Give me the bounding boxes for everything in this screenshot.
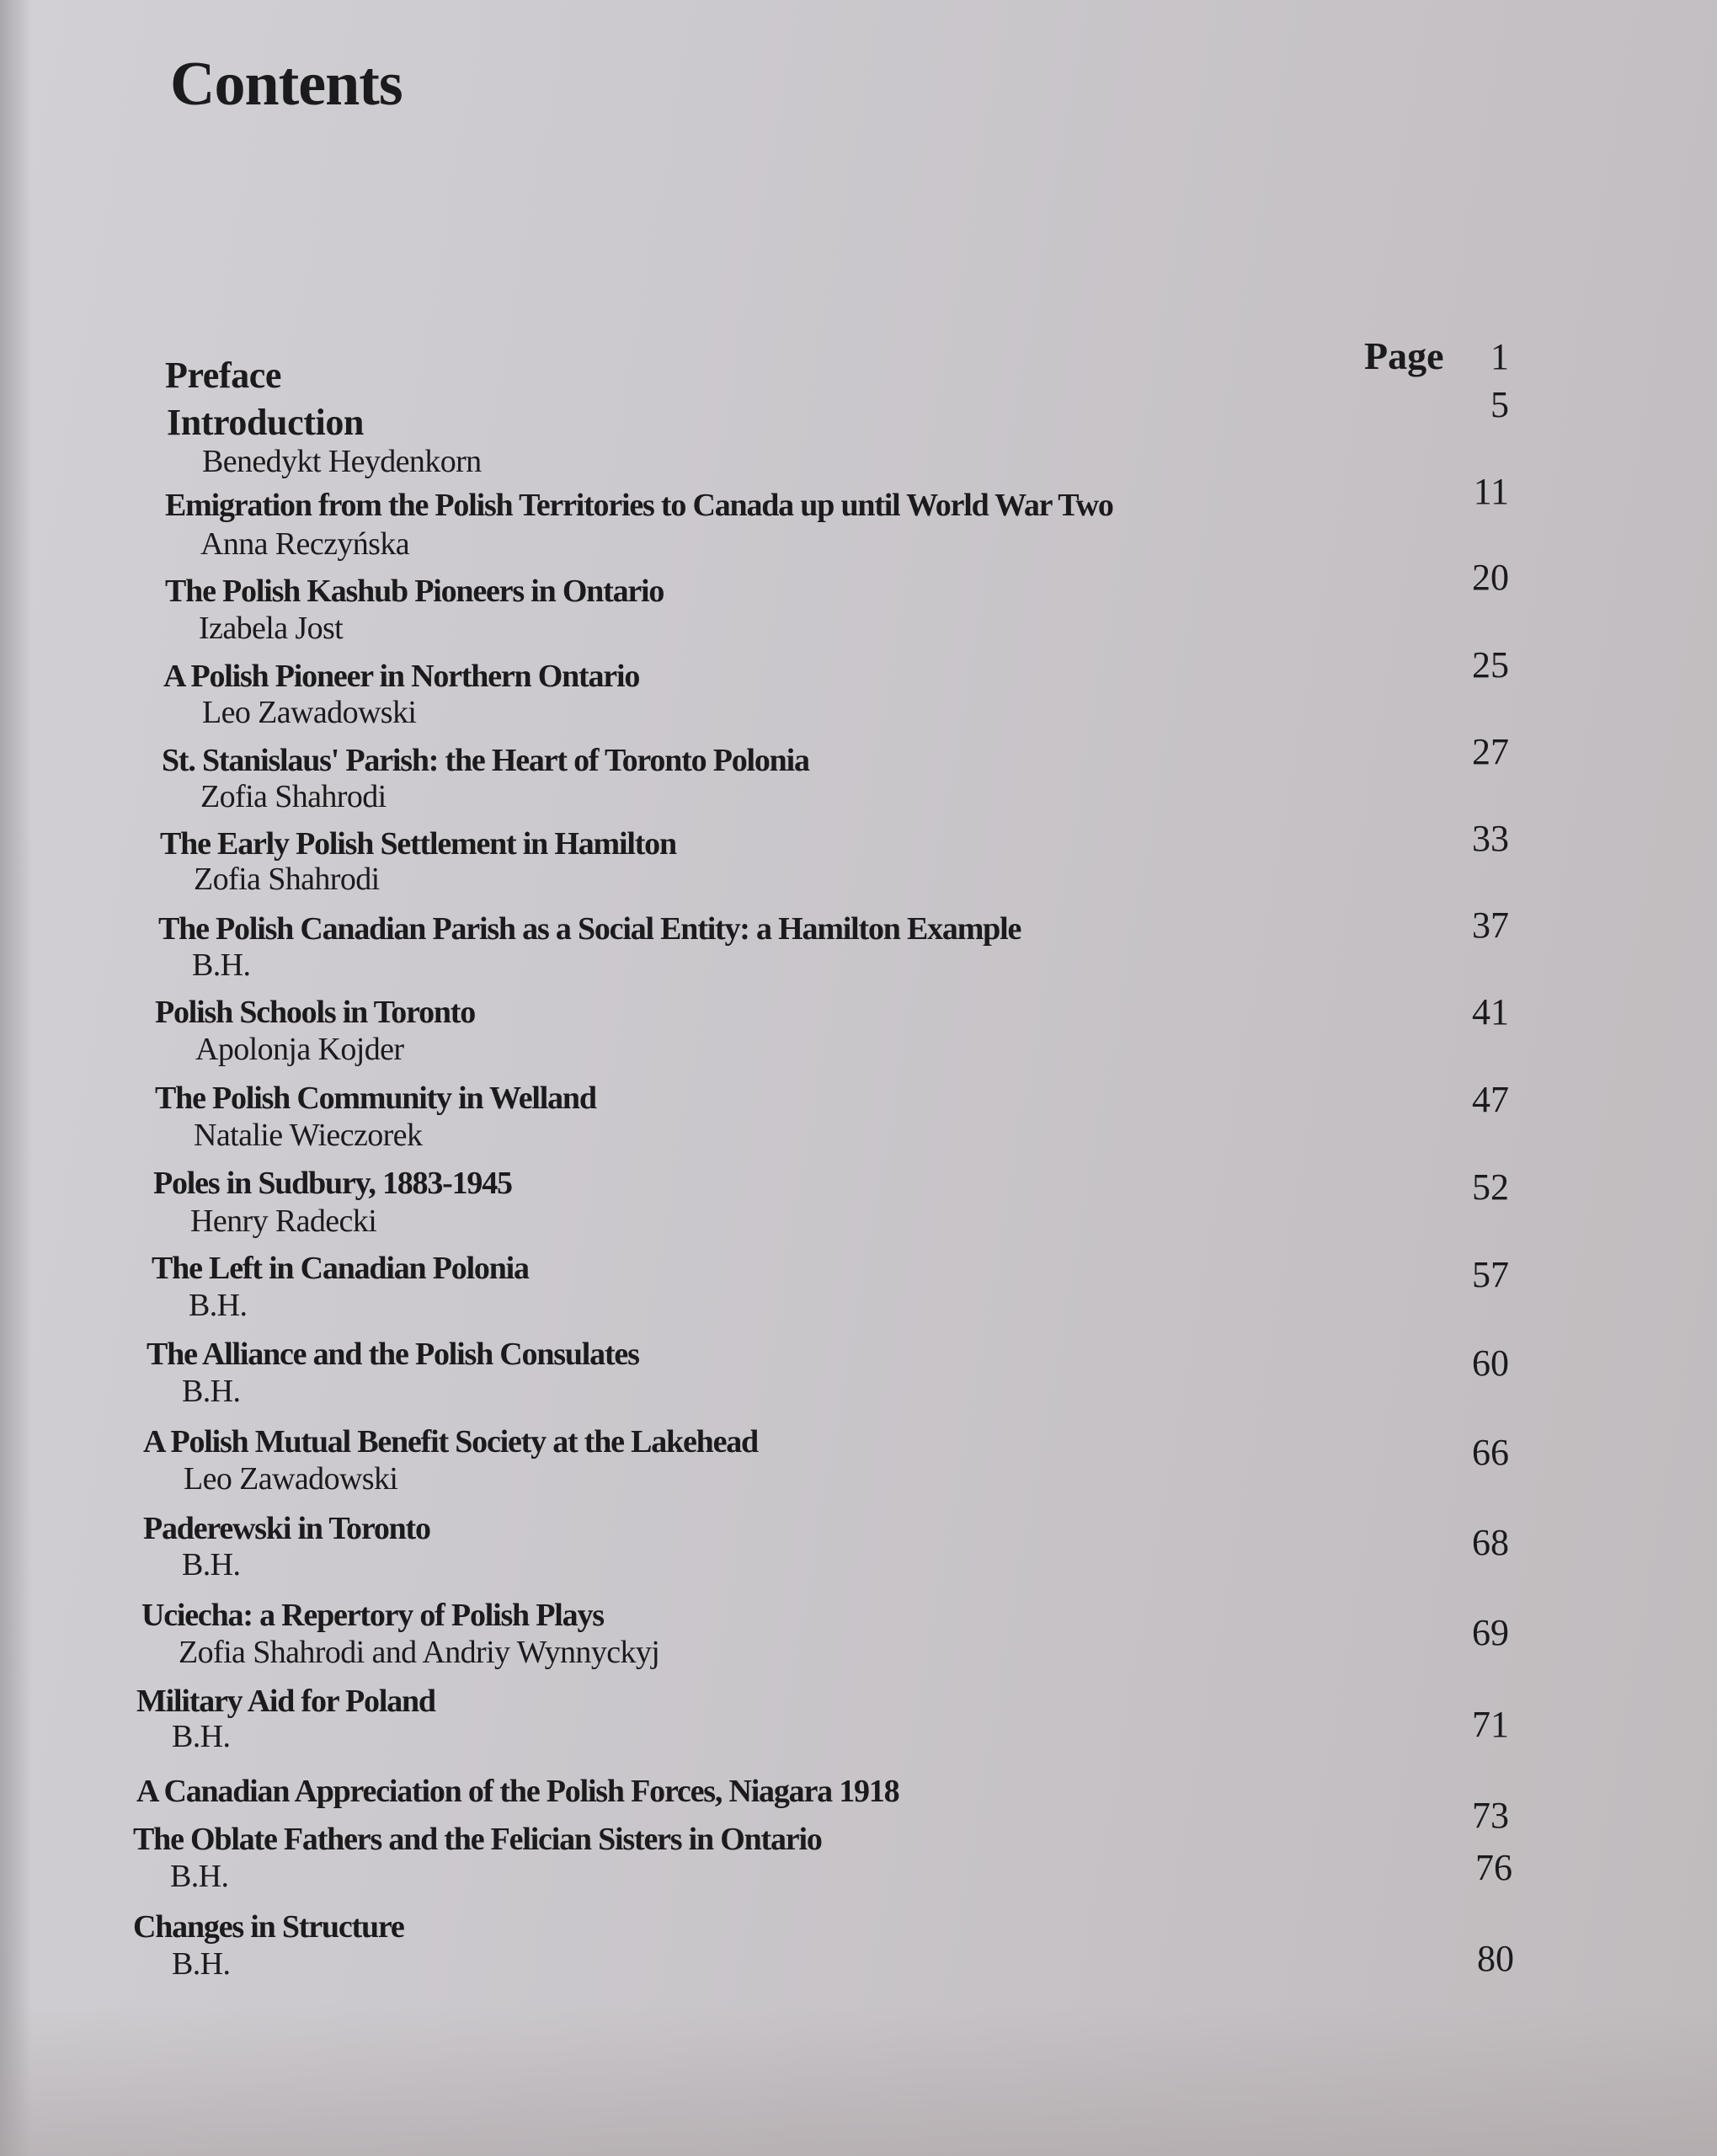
toc-entry-title: Polish Schools in Toronto [155,995,476,1030]
toc-entry-title: The Left in Canadian Polonia [152,1251,529,1286]
page-column-header: Page [1364,334,1444,377]
toc-entry-author: Leo Zawadowski [184,1461,398,1497]
toc-entry-title: A Polish Mutual Benefit Society at the Lakehead [143,1424,758,1460]
toc-entry-page-number: 73 [1472,1795,1509,1836]
toc-entry-title: The Polish Kashub Pioneers in Ontario [165,574,664,609]
toc-entry-page-number: 11 [1473,471,1509,512]
toc-entry-page-number: 66 [1472,1432,1509,1473]
page-title: Contents [170,50,403,119]
toc-entry-author: Henry Radecki [190,1203,377,1239]
toc-entry-author: B.H. [172,1946,231,1982]
toc-entry-title: Paderewski in Toronto [143,1511,430,1546]
toc-entry-page-number: 20 [1472,557,1509,598]
toc-entry-author: B.H. [172,1719,231,1754]
toc-entry-page-number: 47 [1472,1079,1509,1120]
toc-entry-author: Apolonja Kojder [195,1032,404,1067]
toc-entry-page-number: 60 [1472,1342,1509,1384]
toc-entry-title: Emigration from the Polish Territories to Canada up until World War Two [165,488,1113,523]
toc-entry-title: A Canadian Appreciation of the Polish Forces, Niagara 1918 [136,1774,899,1809]
toc-entry-page-number: 5 [1490,384,1509,425]
toc-entry-title: Preface [165,355,282,396]
page-bottom-shadow [0,2004,1717,2156]
toc-entry-title: Poles in Sudbury, 1883-1945 [153,1166,512,1201]
toc-entry-page-number: 27 [1472,731,1509,772]
toc-entry-page-number: 1 [1490,336,1509,377]
toc-entry-page-number: 68 [1472,1522,1509,1563]
toc-entry-page-number: 76 [1475,1847,1512,1888]
toc-entry-author: Natalie Wieczorek [194,1118,423,1153]
toc-entry-title: Uciecha: a Repertory of Polish Plays [141,1598,604,1633]
toc-entry-page-number: 25 [1472,644,1509,686]
toc-entry-author: B.H. [182,1547,241,1582]
toc-entry-page-number: 69 [1472,1612,1509,1653]
toc-entry-title: Military Aid for Poland [136,1684,435,1719]
toc-entry-title: A Polish Pioneer in Northern Ontario [163,659,640,694]
toc-entry-title: The Oblate Fathers and the Felician Sisters in Ontario [133,1822,822,1857]
page-edge-shadow [0,0,32,2156]
toc-entry-author: B.H. [192,947,251,983]
toc-entry-author: Leo Zawadowski [202,695,417,730]
toc-entry-page-number: 71 [1472,1704,1509,1745]
toc-entry-page-number: 52 [1472,1166,1509,1208]
toc-entry-page-number: 33 [1472,818,1509,859]
toc-entry-author: Benedykt Heydenkorn [202,444,482,479]
toc-entry-author: Zofia Shahrodi and Andriy Wynnyckyj [179,1635,660,1670]
toc-entry-author: B.H. [170,1859,229,1894]
toc-entry-author: B.H. [182,1374,241,1409]
toc-entry-title: St. Stanislaus' Parish: the Heart of Toronto Polonia [162,743,809,778]
toc-entry-title: The Polish Canadian Parish as a Social Entity: a Hamilton Example [158,911,1021,947]
toc-entry-title: The Alliance and the Polish Consulates [147,1337,639,1372]
toc-entry-title: The Early Polish Settlement in Hamilton [160,826,676,862]
toc-entry-author: Izabela Jost [199,611,344,646]
toc-entry-page-number: 80 [1477,1938,1514,1979]
toc-entry-author: Zofia Shahrodi [194,862,380,897]
toc-entry-author: Anna Reczyńska [200,526,410,562]
toc-entry-author: Zofia Shahrodi [200,779,387,814]
toc-entry-title: The Polish Community in Welland [155,1081,596,1116]
toc-entry-author: B.H. [189,1288,248,1323]
toc-entry-title: Changes in Structure [133,1909,404,1945]
toc-entry-title: Introduction [167,402,364,443]
toc-entry-page-number: 57 [1472,1254,1509,1295]
toc-entry-page-number: 37 [1472,905,1509,946]
toc-entry-page-number: 41 [1472,991,1509,1033]
